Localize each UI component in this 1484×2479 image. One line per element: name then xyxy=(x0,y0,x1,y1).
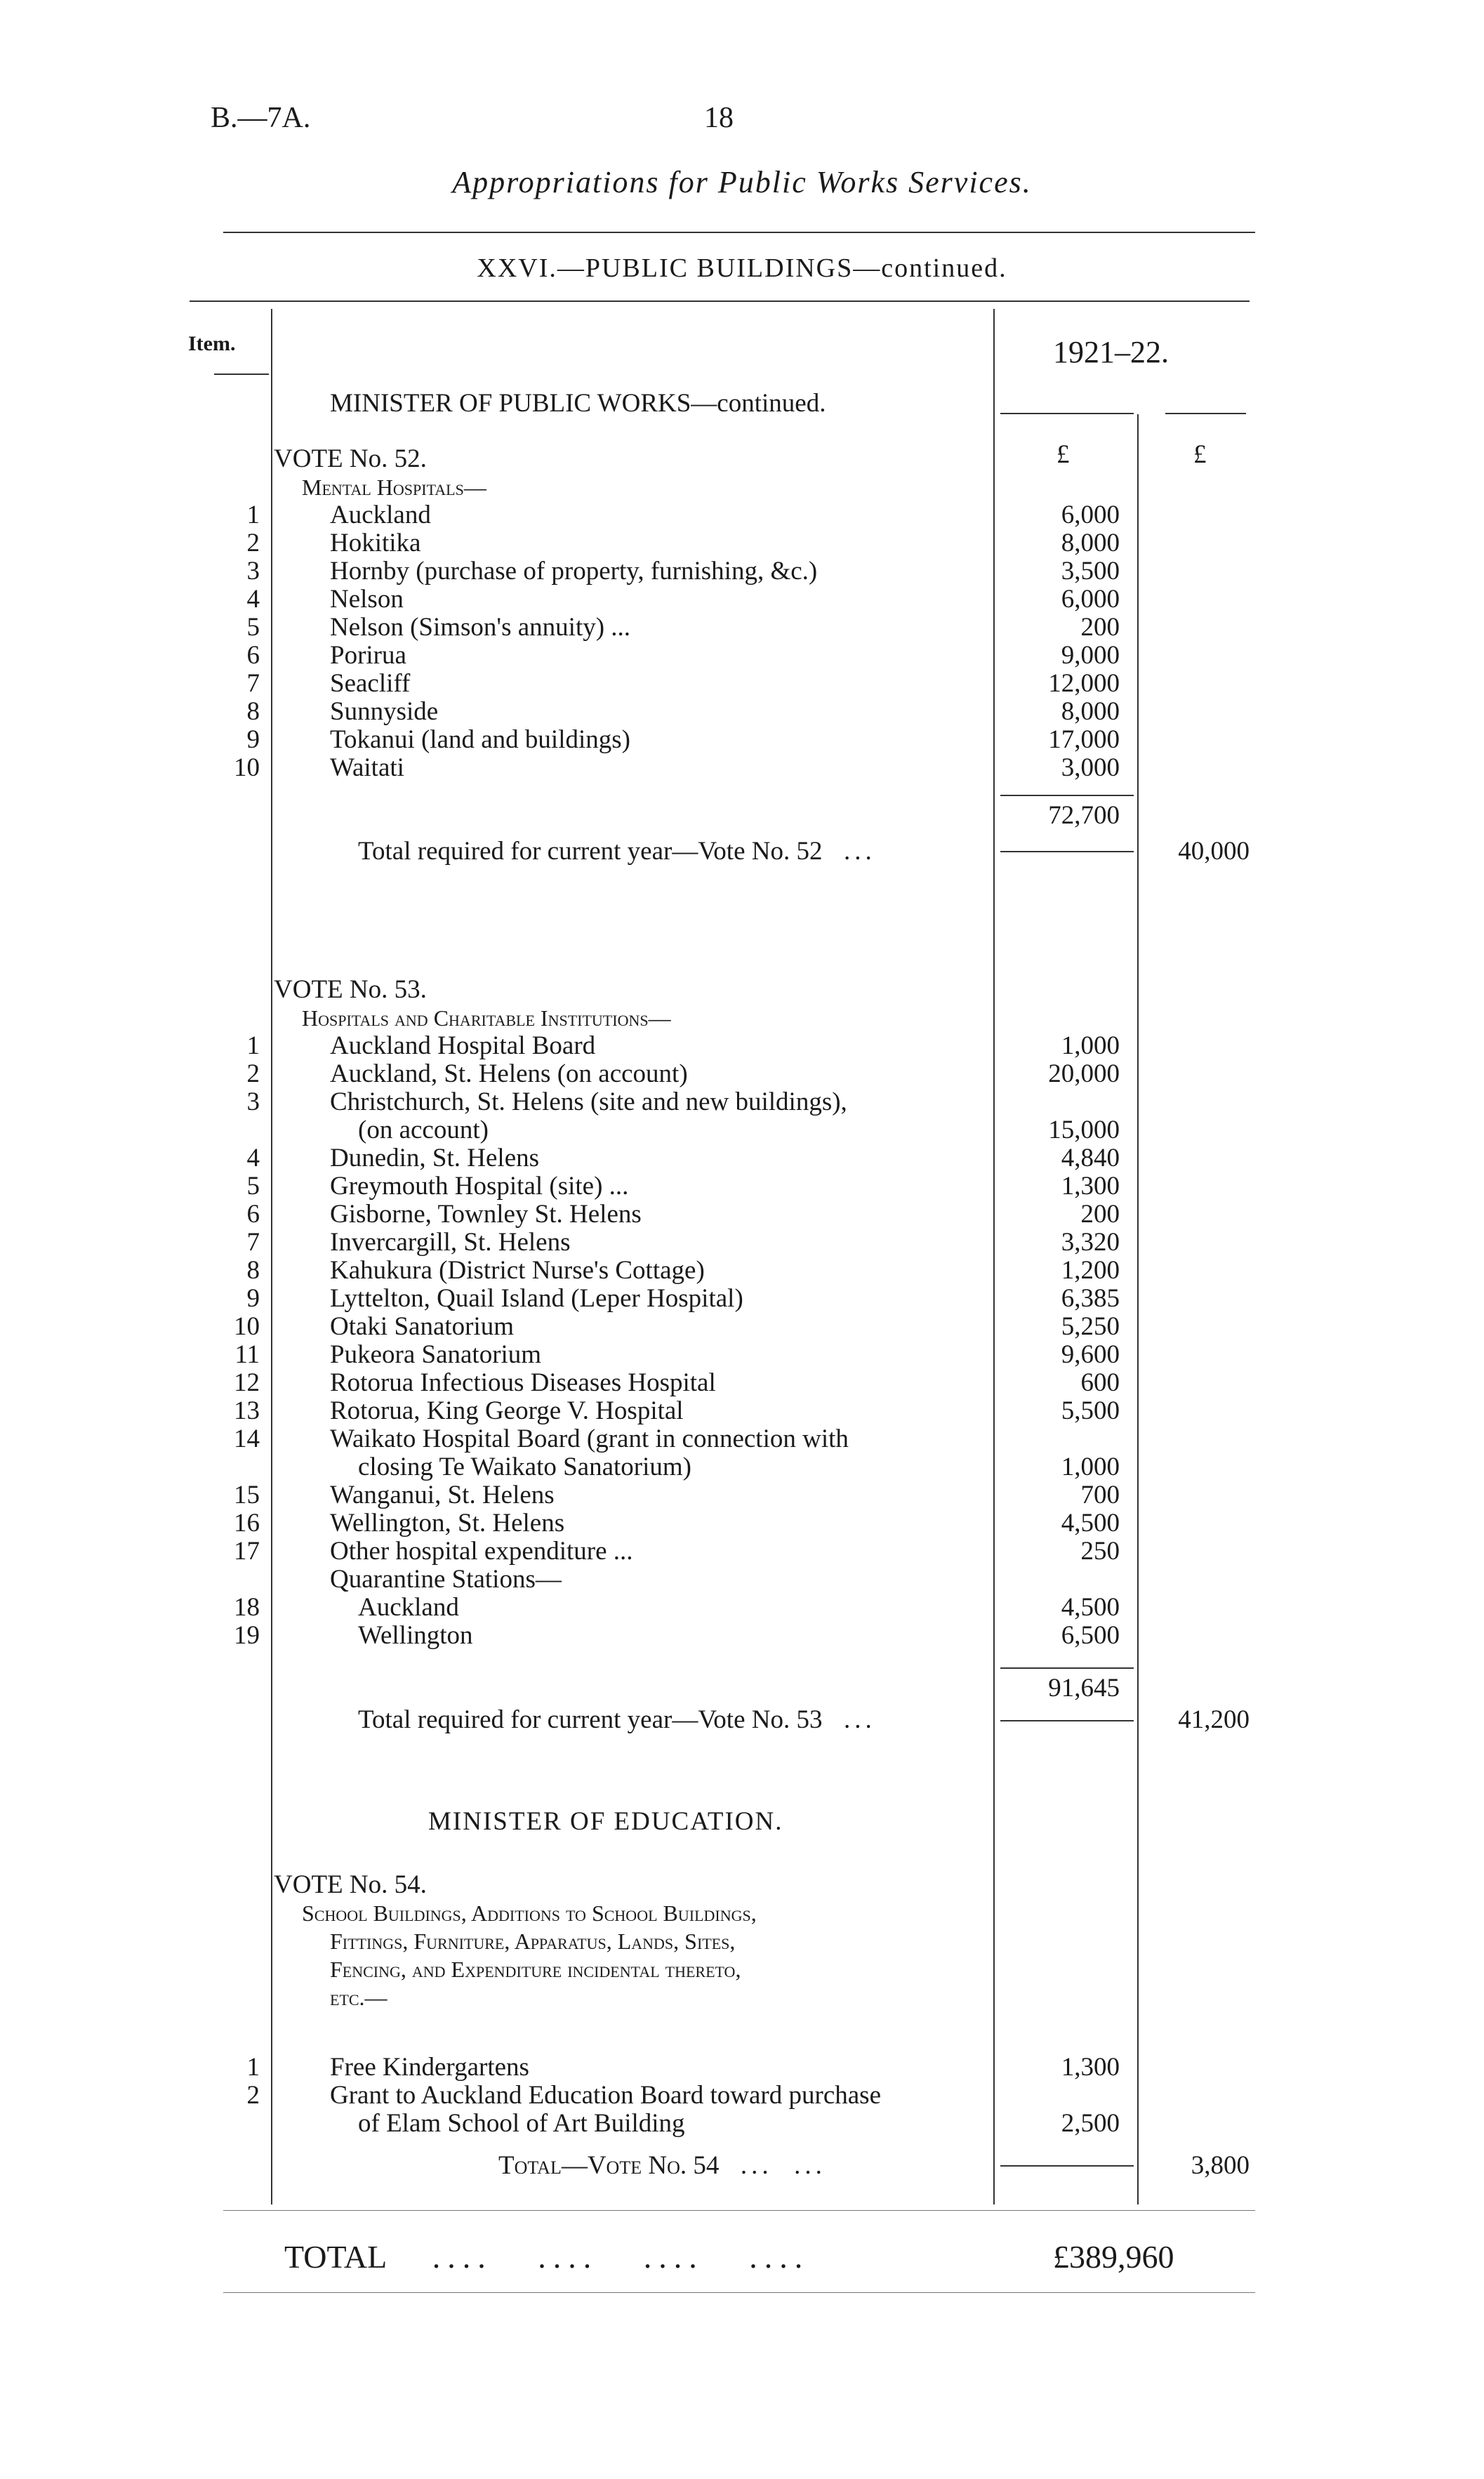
item-column-header: Item. xyxy=(188,332,236,355)
item-name: Sunnyside xyxy=(330,697,439,726)
item-amount: 4,840 xyxy=(1061,1144,1120,1172)
year-rule-2 xyxy=(1165,413,1246,414)
section-heading xyxy=(0,254,1484,282)
item-amount: 1,300 xyxy=(1061,2053,1120,2082)
item-name: Auckland, St. Helens (on account) xyxy=(330,1059,688,1088)
item-amount: 4,500 xyxy=(1061,1593,1120,1622)
item-name: Hokitika xyxy=(330,529,421,557)
item-amount: 5,250 xyxy=(1061,1312,1120,1341)
item-amount: 6,000 xyxy=(1061,501,1120,529)
title-rule xyxy=(223,232,1255,233)
item-amount: 6,000 xyxy=(1061,585,1120,614)
currency-symbol-2: £ xyxy=(1193,440,1207,469)
item-number: 13 xyxy=(234,1396,260,1425)
vote53-total-amount: 41,200 xyxy=(1178,1705,1250,1734)
table-bottom-rule xyxy=(223,2210,1255,2211)
item-name: Nelson (Simson's annuity) ... xyxy=(330,613,631,642)
item-name: Nelson xyxy=(330,585,404,614)
item-name: Lyttelton, Quail Island (Leper Hospital) xyxy=(330,1284,743,1313)
item-number: 2 xyxy=(246,2081,260,2110)
item-number: 8 xyxy=(246,697,260,726)
item-amount: 9,600 xyxy=(1061,1340,1120,1369)
vote52-label: VOTE No. 52. xyxy=(274,444,427,473)
item-name: Tokanui (land and buildings) xyxy=(330,725,630,754)
item-name: Wellington, St. Helens xyxy=(330,1509,565,1538)
item-amount: 700 xyxy=(1080,1481,1120,1509)
item-number: 5 xyxy=(246,613,260,642)
item-name: Waitati xyxy=(330,753,404,782)
page-number: 18 xyxy=(704,102,734,134)
item-name: Rotorua Infectious Diseases Hospital xyxy=(330,1368,716,1397)
item-number: 18 xyxy=(234,1593,260,1622)
item-amount: 3,320 xyxy=(1061,1228,1120,1257)
item-number: 5 xyxy=(246,1172,260,1201)
item-name: Porirua xyxy=(330,641,406,670)
item-number: 1 xyxy=(246,2053,260,2082)
vote53-subtotal-rule xyxy=(1000,1667,1134,1669)
vote52-category: Mental Hospitals— xyxy=(302,475,486,500)
total-column-divider xyxy=(1137,414,1139,2204)
item-amount: 6,500 xyxy=(1061,1621,1120,1650)
item-number: 17 xyxy=(234,1537,260,1566)
currency-symbol-1: £ xyxy=(1056,440,1070,469)
grand-total-label xyxy=(284,2240,809,2275)
item-number: 1 xyxy=(246,501,260,529)
table-top-rule xyxy=(190,300,1250,302)
item-amount: 1,000 xyxy=(1061,1031,1120,1060)
item-name: Dunedin, St. Helens xyxy=(330,1144,540,1172)
item-amount: 2,500 xyxy=(1061,2109,1120,2138)
dot-leader: ... ... xyxy=(719,2151,826,2180)
vote54-label: VOTE No. 54. xyxy=(274,1870,427,1899)
item-amount: 8,000 xyxy=(1061,529,1120,557)
vote53-total-label xyxy=(358,1706,876,1734)
item-name: Pukeora Sanatorium xyxy=(330,1340,542,1369)
vote52-total-label xyxy=(358,838,876,866)
item-number: 9 xyxy=(246,725,260,754)
document-reference: B.—7A. xyxy=(211,102,311,134)
item-name: Hornby (purchase of property, furnishing, &c.) xyxy=(330,557,818,586)
item-amount: 17,000 xyxy=(1048,725,1120,754)
item-amount: 9,000 xyxy=(1061,641,1120,670)
item-amount: 3,500 xyxy=(1061,557,1120,586)
grand-total-rule xyxy=(223,2292,1255,2293)
vote54-total-amount: 3,800 xyxy=(1191,2151,1250,2180)
category-line: Fittings, Furniture, Apparatus, Lands, Sites, xyxy=(330,1929,736,1954)
item-amount: 200 xyxy=(1080,613,1120,642)
item-number: 14 xyxy=(234,1424,260,1453)
item-name-continuation: (on account) xyxy=(358,1116,489,1144)
item-number: 9 xyxy=(246,1284,260,1313)
dot-leader: .... .... .... .... xyxy=(387,2239,810,2275)
item-amount: 15,000 xyxy=(1048,1116,1120,1144)
item-amount: 1,000 xyxy=(1061,1453,1120,1481)
item-amount: 600 xyxy=(1080,1368,1120,1397)
item-number: 2 xyxy=(246,1059,260,1088)
year-column-header: 1921–22. xyxy=(1053,335,1169,369)
vote54-total-label xyxy=(498,2152,826,2180)
item-number: 16 xyxy=(234,1509,260,1538)
item-number: 6 xyxy=(246,641,260,670)
item-number: 12 xyxy=(234,1368,260,1397)
item-name: Gisborne, Townley St. Helens xyxy=(330,1200,642,1229)
vote52-total-amount: 40,000 xyxy=(1178,837,1250,866)
item-number: 11 xyxy=(234,1340,260,1369)
item-amount: 20,000 xyxy=(1048,1059,1120,1088)
item-name: Invercargill, St. Helens xyxy=(330,1228,571,1257)
item-amount: 8,000 xyxy=(1061,697,1120,726)
item-number: 6 xyxy=(246,1200,260,1229)
grand-total-label-text: TOTAL xyxy=(284,2239,387,2275)
category-line: School Buildings, Additions to School Buildings, xyxy=(302,1900,757,1926)
item-amount: 200 xyxy=(1080,1200,1120,1229)
section-heading-text: XXVI.—PUBLIC BUILDINGS—continued. xyxy=(477,253,1007,283)
item-amount: 250 xyxy=(1080,1537,1120,1566)
item-amount: 3,000 xyxy=(1061,753,1120,782)
item-number: 7 xyxy=(246,1228,260,1257)
vote52-total-rule xyxy=(1000,851,1134,852)
quarantine-heading: Quarantine Stations— xyxy=(330,1565,562,1594)
item-number: 4 xyxy=(246,585,260,614)
item-name: Waikato Hospital Board (grant in connection with xyxy=(330,1424,849,1453)
grand-total-amount: £389,960 xyxy=(1053,2239,1174,2275)
item-amount: 12,000 xyxy=(1048,669,1120,698)
item-number: 4 xyxy=(246,1144,260,1172)
item-name: Other hospital expenditure ... xyxy=(330,1537,633,1566)
item-name: Seacliff xyxy=(330,669,411,698)
item-amount: 5,500 xyxy=(1061,1396,1120,1425)
item-name: Wellington xyxy=(358,1621,473,1650)
item-number: 1 xyxy=(246,1031,260,1060)
item-name-continuation: of Elam School of Art Building xyxy=(358,2109,685,2138)
item-name: Otaki Sanatorium xyxy=(330,1312,515,1341)
item-name: Free Kindergartens xyxy=(330,2053,529,2082)
vote53-subtotal: 91,645 xyxy=(1048,1674,1120,1703)
item-name: Rotorua, King George V. Hospital xyxy=(330,1396,684,1425)
item-name-continuation: closing Te Waikato Sanatorium) xyxy=(358,1453,692,1481)
item-amount: 4,500 xyxy=(1061,1509,1120,1538)
page-title-text: Appropriations for Public Works Services. xyxy=(452,165,1032,199)
vote54-total-label-text: Total—Vote No. 54 xyxy=(498,2151,720,2180)
item-name: Auckland xyxy=(358,1593,459,1622)
vote54-total-rule xyxy=(1000,2165,1134,2167)
vote53-label: VOTE No. 53. xyxy=(274,975,427,1004)
vote52-total-label-text: Total required for current year—Vote No. 52 xyxy=(358,837,823,866)
item-number: 8 xyxy=(246,1256,260,1285)
amount-column-divider xyxy=(993,309,995,2204)
item-number: 7 xyxy=(246,669,260,698)
item-amount: 1,300 xyxy=(1061,1172,1120,1201)
item-name: Auckland xyxy=(330,501,431,529)
minister-public-works-heading: MINISTER OF PUBLIC WORKS—continued. xyxy=(330,389,826,418)
item-number: 2 xyxy=(246,529,260,557)
item-number: 10 xyxy=(234,1312,260,1341)
item-number: 15 xyxy=(234,1481,260,1509)
category-line: Fencing, and Expenditure incidental thereto, xyxy=(330,1957,741,1982)
category-line: etc.— xyxy=(330,1985,387,2010)
vote52-subtotal: 72,700 xyxy=(1048,801,1120,830)
vote52-subtotal-rule xyxy=(1000,795,1134,796)
page-title xyxy=(0,165,1484,199)
item-name: Auckland Hospital Board xyxy=(330,1031,596,1060)
item-name: Wanganui, St. Helens xyxy=(330,1481,555,1509)
dot-leader: ... xyxy=(822,837,876,866)
vote53-total-label-text: Total required for current year—Vote No. 53 xyxy=(358,1705,823,1734)
item-name: Greymouth Hospital (site) ... xyxy=(330,1172,629,1201)
item-name: Grant to Auckland Education Board toward purchase xyxy=(330,2081,881,2110)
item-amount: 1,200 xyxy=(1061,1256,1120,1285)
vote53-category: Hospitals and Charitable Institutions— xyxy=(302,1005,671,1031)
item-name: Christchurch, St. Helens (site and new buildings), xyxy=(330,1088,847,1116)
item-name: Kahukura (District Nurse's Cottage) xyxy=(330,1256,705,1285)
dot-leader: ... xyxy=(822,1705,876,1734)
item-number: 19 xyxy=(234,1621,260,1650)
item-amount: 6,385 xyxy=(1061,1284,1120,1313)
item-number: 3 xyxy=(246,557,260,586)
item-number: 10 xyxy=(234,753,260,782)
item-number: 3 xyxy=(246,1088,260,1116)
vote53-total-rule xyxy=(1000,1720,1134,1721)
minister-education-heading: MINISTER OF EDUCATION. xyxy=(428,1807,783,1836)
item-column-divider xyxy=(271,309,272,2204)
item-header-rule xyxy=(214,373,269,375)
year-rule-1 xyxy=(1000,413,1134,414)
